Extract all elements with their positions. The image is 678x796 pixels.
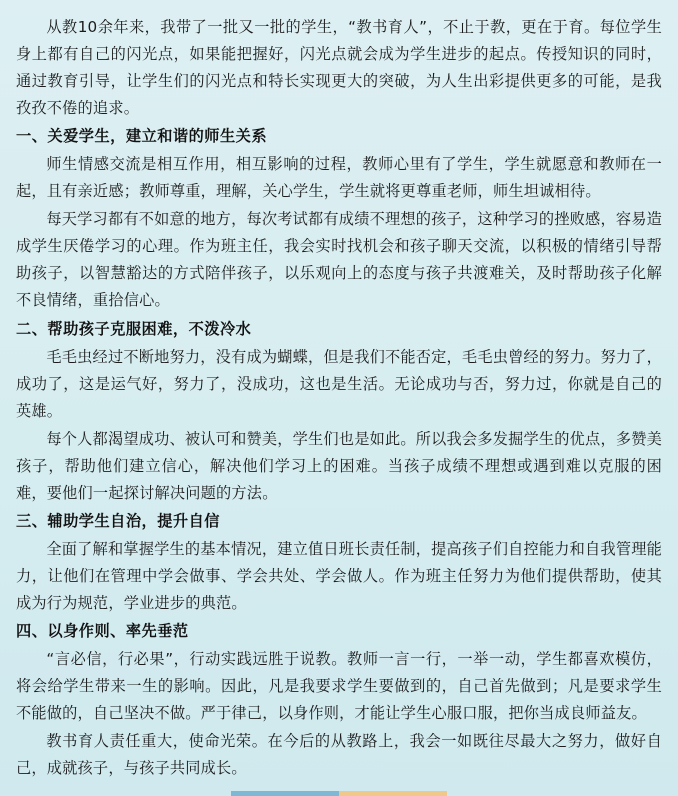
paragraph: 每天学习都有不如意的地方，每次考试都有成绩不理想的孩子，这种学习的挫败感，容易造成学生厌倦学习的心理。作为班主任，我会实时找机会和孩子聊天交流，以积极的情绪引导帮助孩子，以智慧豁达的方式陪伴孩子，以乐观向上的态度与孩子共渡难关，及时帮助孩子化解不良情绪，重拾信心。 [16, 210, 662, 310]
paragraph: 师生情感交流是相互作用，相互影响的过程，教师心里有了学生，学生就愿意和教师在一起，且有亲近感；教师尊重，理解，关心学生，学生就将更尊重老师，师生坦诚相待。 [16, 155, 662, 201]
paragraph: 毛毛虫经过不断地努力，没有成为蝴蝶，但是我们不能否定，毛毛虫曾经的努力。努力了，成功了，这是运气好，努力了，没成功，这也是生活。无论成功与否，努力过，你就是自己的英雄。 [16, 347, 662, 420]
footer-accent-left [231, 791, 339, 796]
footer-accent-right [339, 791, 447, 796]
paragraph: “言必信，行必果”，行动实践远胜于说教。教师一言一行，一举一动，学生都喜欢模仿，将会给学生带来一生的影响。因此，凡是我要求学生要做到的，自己首先做到；凡是要求学生不能做的，自己坚决不做。严于律己，以身作则，才能让学生心服口服，把你当成良师益友。 [16, 650, 662, 723]
section-heading: 三、辅助学生自治，提升自信 [16, 511, 220, 530]
section-heading: 一、关爱学生，建立和谐的师生关系 [16, 127, 267, 146]
section-heading: 四、以身作则、率先垂范 [16, 622, 189, 641]
paragraph: 全面了解和掌握学生的基本情况，建立值日班长责任制，提高孩子们自控能力和自我管理能力，让他们在管理中学会做事、学会共处、学会做人。作为班主任努力为他们提供帮助，使其成为行为规范，学业进步的典范。 [16, 539, 662, 612]
document-body [16, 14, 662, 782]
paragraph: 教书育人责任重大，使命光荣。在今后的从教路上，我会一如既往尽最大之努力，做好自己，成就孩子，与孩子共同成长。 [16, 732, 662, 778]
paragraph: 从教10余年来，我带了一批又一批的学生，“教书育人”，不止于教，更在于育。每位学生身上都有自己的闪光点，如果能把握好，闪光点就会成为学生进步的起点。传授知识的同时，通过教育引导，让学生们的闪光点和特长实现更大的突破，为人生出彩提供更多的可能，是我孜孜不倦的追求。 [16, 18, 662, 118]
section-heading: 二、帮助孩子克服困难，不泼冷水 [16, 319, 252, 338]
footer-accent-bar [0, 782, 678, 796]
paragraph: 每个人都渴望成功、被认可和赞美，学生们也是如此。所以我会多发掘学生的优点，多赞美孩子，帮助他们建立信心，解决他们学习上的困难。当孩子成绩不理想或遇到难以克服的困难，要他们一起探讨解决问题的方法。 [16, 429, 662, 502]
